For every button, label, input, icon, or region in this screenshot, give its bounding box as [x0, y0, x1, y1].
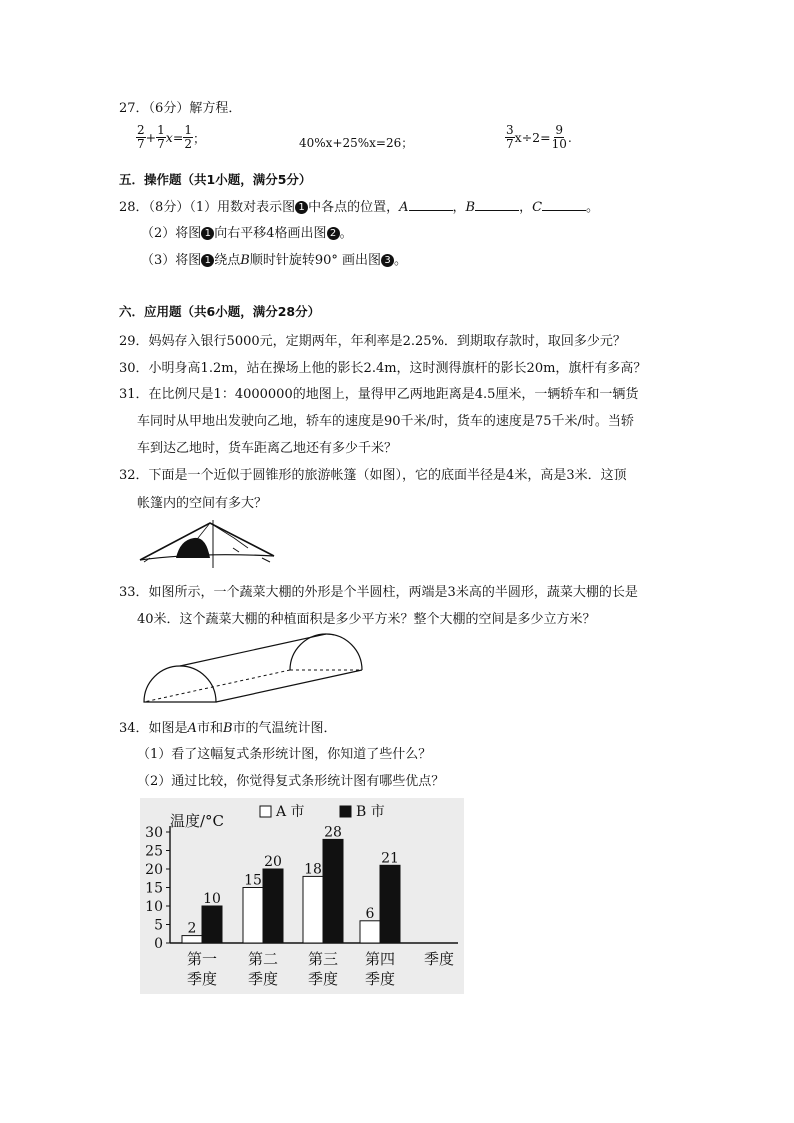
q34-line-1: 34．如图是A市和B市的气温统计图．: [119, 721, 337, 736]
category-label: 季度: [186, 970, 218, 988]
bar-value-label: 10: [203, 891, 221, 907]
greenhouse-top-edge: [180, 634, 326, 666]
category-label: 季度: [247, 970, 279, 988]
bar-value-label: 2: [187, 920, 197, 937]
q27-equation-3: $\frac{3}{7}$ x÷2= $\frac{9}{10}$ .: [506, 123, 572, 151]
q31-line-3: 车到达乙地时，货车距离乙地还有多少千米？: [137, 441, 398, 456]
y-tick-label: 20: [145, 862, 163, 878]
category-label: 季度: [364, 970, 396, 988]
tent-figure: [138, 518, 278, 568]
answer-blank-b[interactable]: [475, 198, 519, 211]
category-label: 第二: [247, 950, 279, 968]
circled-number: 1: [201, 227, 214, 240]
bar-value-label: 28: [324, 824, 342, 841]
bar-value-label: 21: [381, 850, 399, 867]
category-label: 季度: [307, 970, 339, 988]
q29-text: 29．妈妈存入银行5000元，定期两年，年利率是2.25%．到期取存款时，取回多少元？: [119, 334, 626, 349]
answer-blank-c[interactable]: [542, 198, 586, 211]
y-tick-label: 15: [145, 880, 163, 897]
fraction: $\frac{2}{7}$: [137, 123, 145, 151]
y-axis-label: 温度/°C: [170, 812, 225, 830]
greenhouse-bottom-edge: [216, 670, 362, 702]
q32-line-1: 32．下面是一个近似于圆锥形的旅游帐篷（如图），它的底面半径是4米，高是3米．这顶: [119, 468, 627, 483]
q32-line-2: 帐篷内的空间有多大？: [137, 496, 268, 511]
circled-number: 1: [201, 254, 214, 267]
bar: [380, 865, 400, 943]
bar: [360, 921, 380, 943]
bar: [182, 936, 202, 943]
q30-text: 30．小明身高1.2m，站在操场上他的影长2.4m，这时测得旗杆的影长20m，旗杆有多高？: [119, 361, 647, 376]
fraction: $\frac{3}{7}$: [506, 123, 514, 151]
fraction: $\frac{1}{2}$: [184, 123, 192, 151]
q28-line-1: 28．（8分）（1）用数对表示图 1 中各点的位置，A ，B ，C 。: [119, 200, 600, 215]
q31-line-1: 31．在比例尺是1：4000000的地图上，量得甲乙两地距离是4.5厘米，一辆轿车和一辆货: [119, 387, 639, 402]
greenhouse-front-end: [144, 666, 216, 702]
y-tick-label: 10: [145, 899, 163, 915]
q27-equation-2: 40%x+25%x=26；: [299, 136, 414, 150]
bar-value-label: 15: [244, 872, 262, 889]
greenhouse-figure: [140, 632, 368, 704]
y-tick-label: 5: [154, 917, 163, 934]
x-axis-label: 季度: [423, 950, 455, 968]
circled-number: 2: [327, 227, 340, 240]
fraction: $\frac{1}{7}$: [157, 123, 165, 151]
fraction: $\frac{9}{10}$: [551, 123, 567, 151]
q33-line-1: 33．如图所示，一个蔬菜大棚的外形是个半圆柱，两端是3米高的半圆形，蔬菜大棚的长是: [119, 585, 638, 600]
q27-heading: 27．（6分）解方程．: [119, 101, 242, 116]
category-label: 第四: [364, 950, 396, 968]
bar-value-label: 6: [365, 905, 375, 922]
legend-swatch: [340, 806, 351, 817]
legend-swatch: [260, 806, 271, 817]
q27-equation-1: $\frac{2}{7}$ + $\frac{1}{7}$ x = $\frac{1}{2}$ ；: [137, 123, 206, 151]
bar-value-label: 20: [264, 854, 282, 870]
q31-line-2: 车同时从甲地出发驶向乙地，轿车的速度是90千米/时，货车的速度是75千米/时。当轿: [137, 414, 634, 429]
y-tick-label: 0: [154, 936, 163, 952]
temperature-bar-chart: [140, 798, 464, 994]
legend-label: A 市: [276, 804, 305, 820]
q28-line-2: （2）将图 1 向右平移4格画出图 2 。: [141, 226, 353, 241]
q28-line-3: （3）将图 1 绕点B顺时针旋转90° 画出图 3 。: [141, 253, 408, 268]
answer-blank-a[interactable]: [409, 198, 453, 211]
y-tick-label: 30: [145, 825, 163, 841]
greenhouse-hidden-edge: [144, 670, 290, 702]
category-label: 第一: [186, 950, 218, 968]
bar: [202, 906, 222, 943]
circled-number: 1: [295, 201, 308, 214]
tent-opening: [176, 538, 210, 558]
bar-value-label: 18: [304, 861, 322, 878]
bar: [303, 876, 323, 943]
q34-line-2: （1）看了这幅复式条形统计图，你知道了些什么？: [137, 747, 432, 762]
section-5-title: 五．操作题（共1小题，满分5分）: [119, 172, 312, 187]
q33-line-2: 40米．这个蔬菜大棚的种植面积是多少平方米？整个大棚的空间是多少立方米？: [137, 612, 596, 627]
section-6-title: 六．应用题（共6小题，满分28分）: [119, 304, 321, 319]
category-label: 第三: [307, 950, 339, 968]
bar: [323, 839, 343, 943]
q34-line-3: （2）通过比较，你觉得复式条形统计图有哪些优点？: [137, 774, 445, 789]
bar: [263, 869, 283, 943]
y-tick-label: 25: [145, 843, 163, 860]
circled-number: 3: [381, 254, 394, 267]
legend-label: B 市: [356, 804, 385, 820]
bar: [243, 888, 263, 944]
